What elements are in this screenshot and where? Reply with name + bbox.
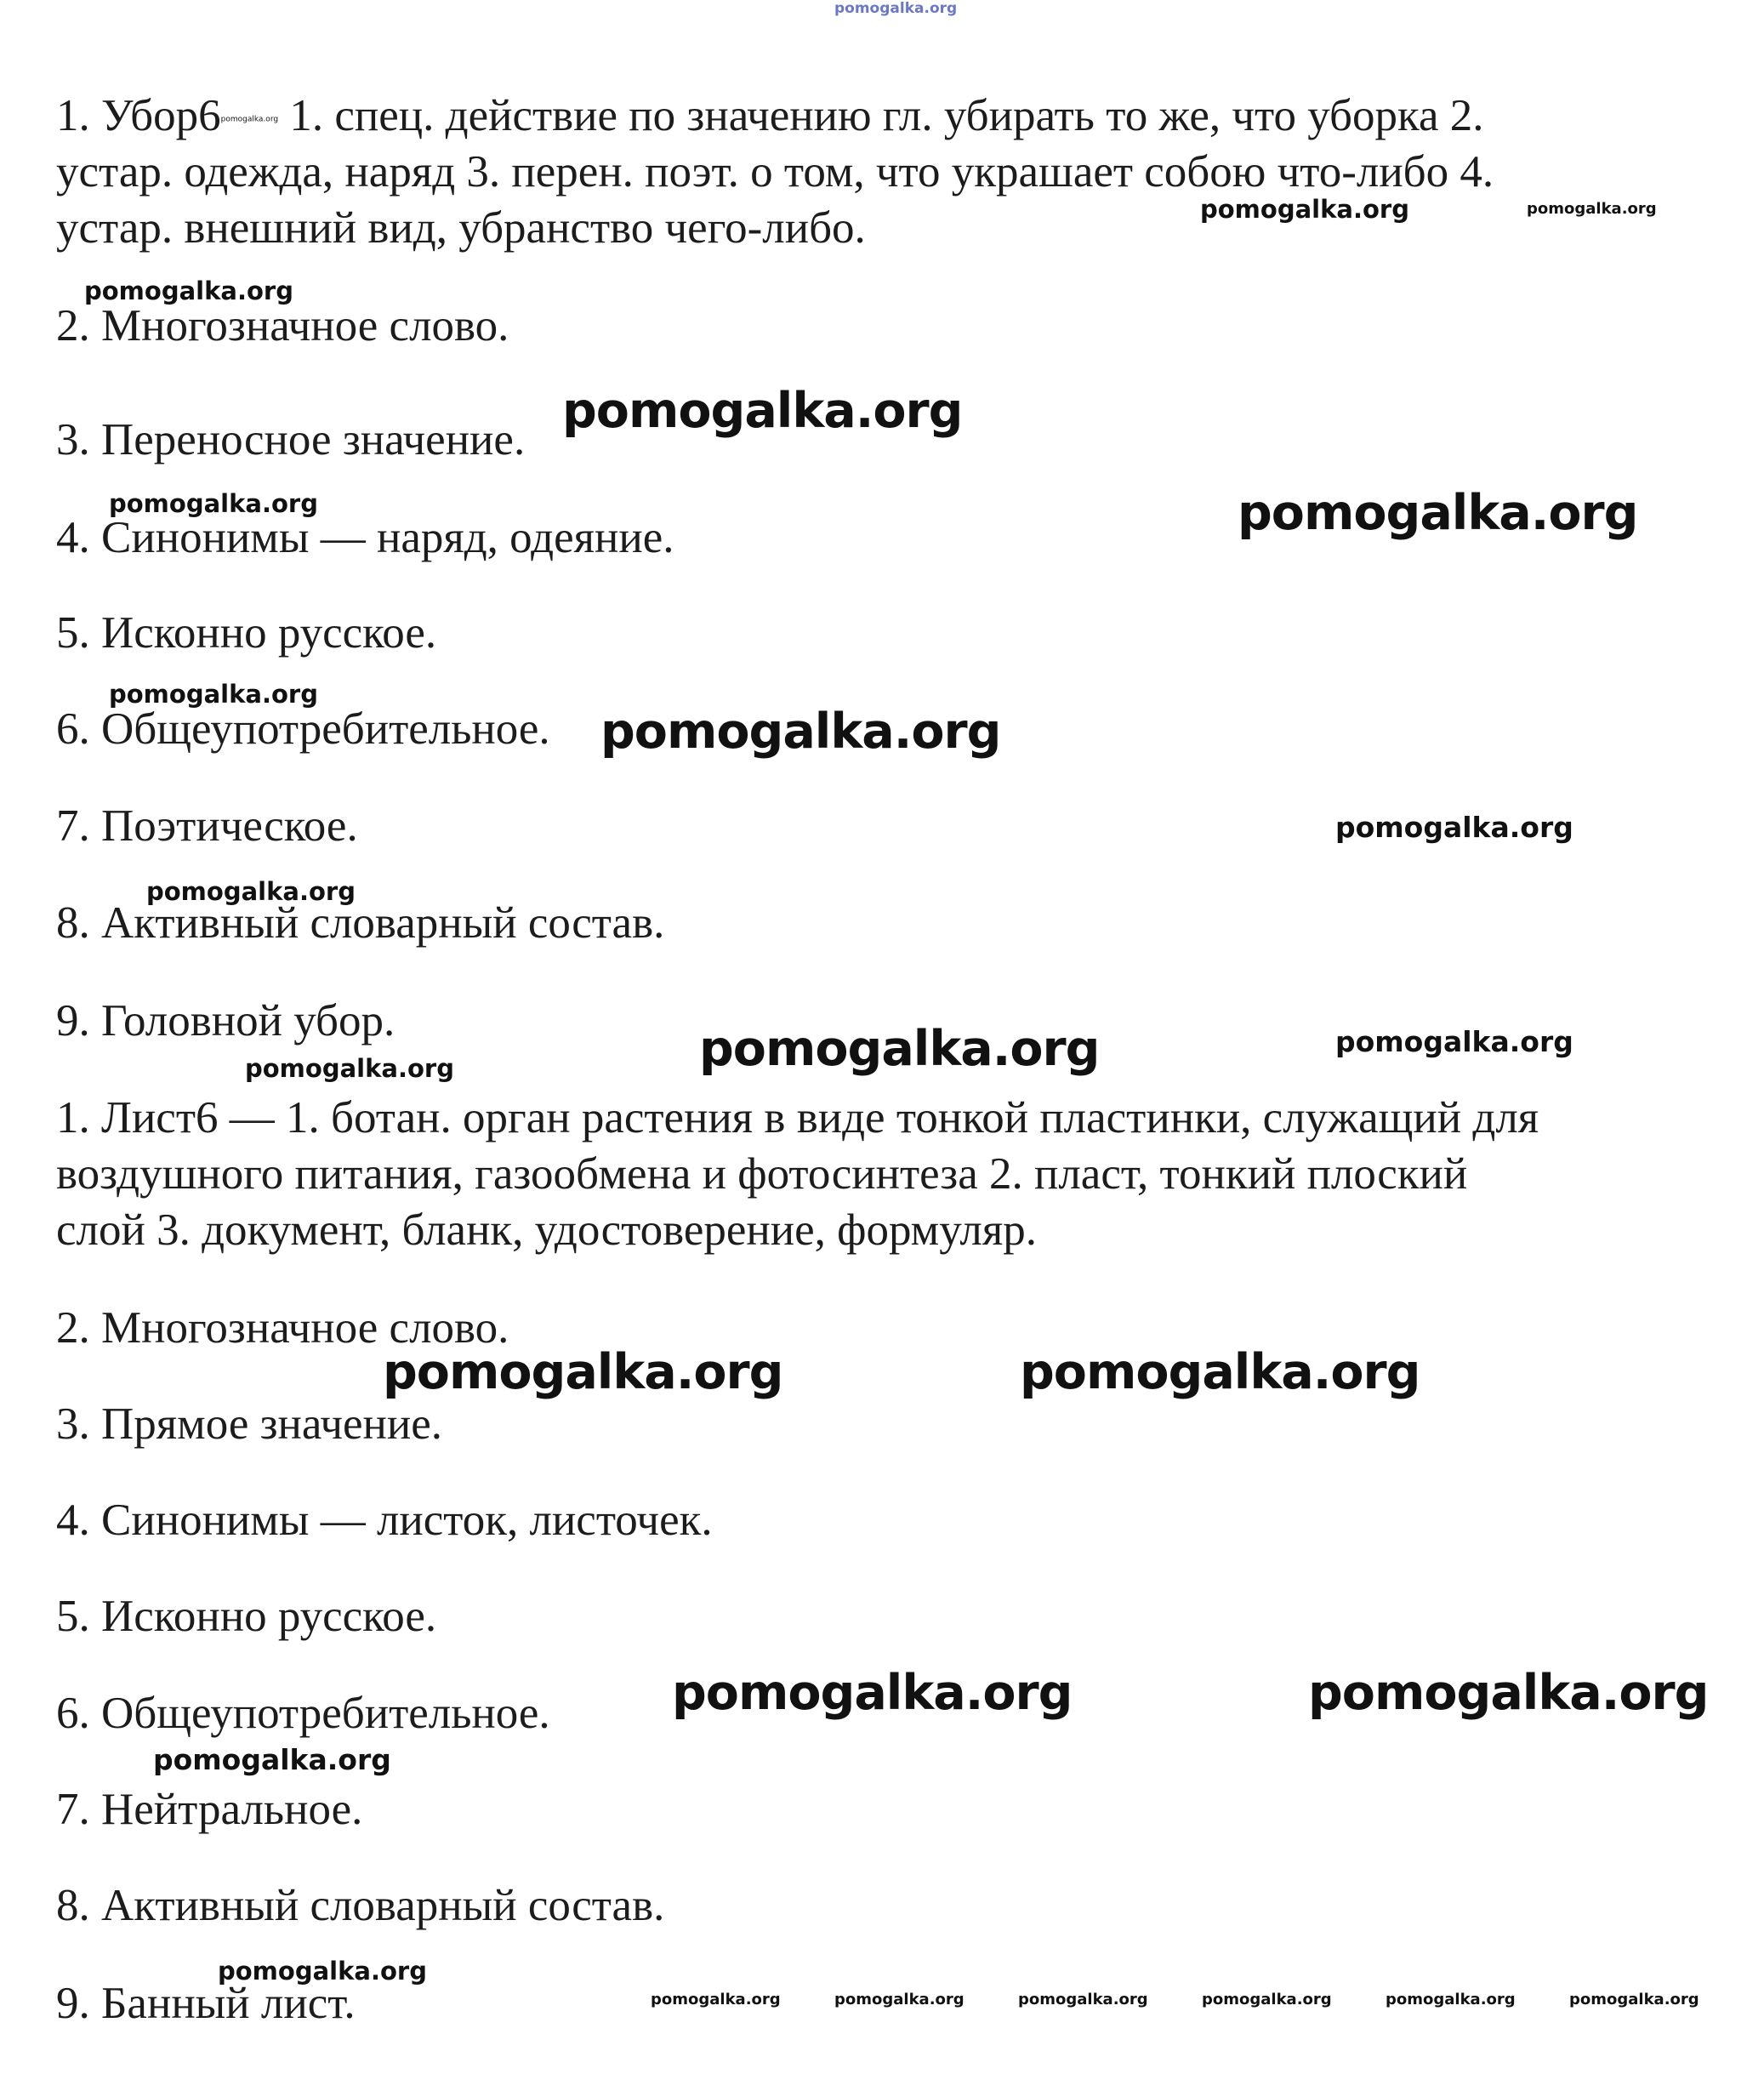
list-item: 7. Поэтическое.: [56, 801, 358, 851]
watermark: pomogalka.org: [1569, 1991, 1699, 2008]
definition-line: устар. внешний вид, убранство чего-либо.: [56, 203, 866, 253]
watermark: pomogalka.org: [218, 1957, 427, 1986]
watermark: pomogalka.org: [600, 704, 1001, 760]
list-item: 9. Головной убор.: [56, 996, 395, 1046]
definition-text: 1. спец. действие по значению гл. убирать то же, что уборка 2.: [278, 91, 1484, 140]
watermark-inline: pomogalka.org: [220, 115, 279, 124]
watermark: pomogalka.org: [109, 489, 318, 518]
term-label: 1. Убор6: [56, 91, 221, 140]
watermark: pomogalka.org: [84, 276, 293, 305]
list-item: 5. Исконно русское.: [56, 1592, 437, 1641]
list-item: 7. Нейтральное.: [56, 1785, 363, 1834]
watermark: pomogalka.org: [1308, 1665, 1709, 1721]
definition-line: [56, 88, 1484, 145]
list-item: 2. Многозначное слово.: [56, 301, 509, 350]
watermark: pomogalka.org: [1020, 1344, 1420, 1400]
watermark: pomogalka.org: [651, 1991, 781, 2008]
watermark: pomogalka.org: [1527, 200, 1657, 218]
list-item: 4. Синонимы — наряд, одеяние.: [56, 513, 674, 562]
watermark: pomogalka.org: [699, 1021, 1100, 1077]
definition-line: 1. Лист6 — 1. ботан. орган растения в виде тонкой пластинки, служащий для: [56, 1093, 1539, 1142]
watermark: pomogalka.org: [1335, 811, 1573, 844]
watermark: pomogalka.org: [1018, 1991, 1148, 2008]
watermark: pomogalka.org: [562, 383, 963, 439]
watermark-top: pomogalka.org: [834, 0, 958, 17]
watermark: pomogalka.org: [1202, 1991, 1332, 2008]
watermark: pomogalka.org: [834, 1991, 965, 2008]
watermark: pomogalka.org: [1238, 485, 1638, 541]
list-item: 5. Исконно русское.: [56, 608, 437, 658]
list-item: 3. Прямое значение.: [56, 1399, 442, 1449]
watermark: pomogalka.org: [1335, 1025, 1573, 1058]
watermark: pomogalka.org: [146, 877, 356, 906]
definition-line: устар. одежда, наряд 3. перен. поэт. о том, что украшает собою что-либо 4.: [56, 147, 1494, 197]
list-item: 6. Общеупотребительное.: [56, 704, 550, 754]
watermark: pomogalka.org: [153, 1743, 391, 1776]
list-item: 8. Активный словарный состав.: [56, 898, 665, 948]
watermark: pomogalka.org: [672, 1665, 1073, 1721]
list-item: 9. Банный лист.: [56, 1979, 356, 2028]
definition-line: воздушного питания, газообмена и фотосинтеза 2. пласт, тонкий плоский: [56, 1149, 1468, 1199]
definition-line: слой 3. документ, бланк, удостоверение, формуляр.: [56, 1205, 1037, 1255]
watermark: pomogalka.org: [109, 680, 318, 709]
list-item: 6. Общеупотребительное.: [56, 1689, 550, 1738]
list-item: 3. Переносное значение.: [56, 415, 526, 464]
list-item: 8. Активный словарный состав.: [56, 1881, 665, 1930]
list-item: 4. Синонимы — листок, листочек.: [56, 1496, 713, 1545]
watermark: pomogalka.org: [1386, 1991, 1516, 2008]
watermark: pomogalka.org: [383, 1344, 783, 1400]
watermark: pomogalka.org: [245, 1054, 454, 1083]
watermark: pomogalka.org: [1200, 195, 1409, 224]
list-item: 2. Многозначное слово.: [56, 1303, 509, 1353]
